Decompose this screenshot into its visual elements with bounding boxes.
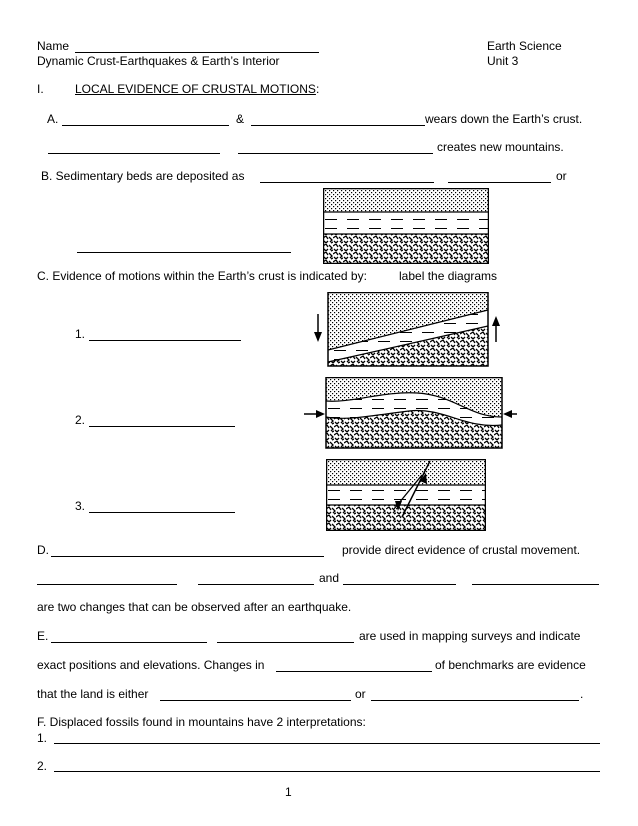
up-arrow-icon — [492, 316, 500, 342]
name-blank[interactable] — [75, 52, 319, 53]
item-e-line3-start: that the land is either — [37, 687, 149, 701]
item-a-blank-4[interactable] — [238, 153, 433, 154]
item-c-text: C. Evidence of motions within the Earth’s crust is indicated by: — [37, 269, 367, 283]
tilted-layers-diagram — [310, 292, 503, 368]
item-f-blank-2[interactable] — [54, 771, 600, 772]
down-arrow-icon — [314, 314, 322, 342]
right-arrow-icon — [304, 410, 325, 418]
item-e-line2-end: of benchmarks are evidence — [435, 658, 586, 672]
item-a-label: A. — [47, 112, 59, 126]
shale-layer — [323, 212, 489, 234]
item-e-blank-3[interactable] — [276, 671, 432, 672]
item-c-blank-1[interactable] — [89, 340, 241, 341]
item-e-blank-2[interactable] — [217, 642, 354, 643]
item-f-number-1: 1. — [37, 731, 48, 745]
left-arrow-icon — [503, 410, 517, 418]
horizontal-layers-diagram — [323, 188, 489, 264]
item-b-blank-1[interactable] — [260, 182, 434, 183]
item-c-number-3: 3. — [75, 499, 86, 513]
item-d-blank-3[interactable] — [198, 584, 314, 585]
page-number: 1 — [285, 785, 292, 799]
item-e-blank-4[interactable] — [160, 700, 351, 701]
item-b-text: B. Sedimentary beds are deposited as — [41, 169, 245, 183]
item-d-label: D. — [37, 543, 49, 557]
item-c-blank-2[interactable] — [89, 426, 235, 427]
item-e-line2-start: exact positions and elevations. Changes in — [37, 658, 265, 672]
item-d-blank-5[interactable] — [472, 584, 599, 585]
item-f-blank-1[interactable] — [54, 743, 600, 744]
item-d-line3: are two changes that can be observed after an earthquake. — [37, 600, 352, 614]
item-c-number-2: 2. — [75, 413, 86, 427]
item-e-period: . — [580, 687, 584, 701]
item-b-blank-2[interactable] — [448, 182, 551, 183]
item-d-blank-4[interactable] — [343, 584, 456, 585]
name-label: Name — [37, 39, 70, 53]
item-e-blank-5[interactable] — [371, 700, 579, 701]
faulted-sandstone-layer — [326, 459, 486, 485]
item-e-label: E. — [37, 629, 49, 643]
item-f-number-2: 2. — [37, 759, 48, 773]
item-a-blank-3[interactable] — [48, 153, 220, 154]
conglomerate-layer — [323, 234, 489, 264]
item-a-blank-1[interactable] — [62, 125, 229, 126]
item-c-number-1: 1. — [75, 327, 86, 341]
item-e-blank-1[interactable] — [51, 642, 207, 643]
item-a-line1-end: wears down the Earth’s crust. — [425, 112, 583, 126]
faulted-layers-diagram — [326, 459, 486, 531]
section-numeral: I. — [37, 82, 44, 96]
item-f-text: F. Displaced fossils found in mountains have 2 interpretations: — [37, 715, 366, 729]
item-b-blank-3[interactable] — [77, 252, 291, 253]
item-e-or: or — [355, 687, 366, 701]
item-b-or: or — [556, 169, 567, 183]
item-d-and: and — [319, 571, 340, 585]
folded-layers-diagram — [304, 377, 517, 449]
item-c-instruction: label the diagrams — [399, 269, 498, 283]
item-a-ampersand: & — [236, 112, 245, 126]
item-d-blank-1[interactable] — [51, 556, 324, 557]
unit-label: Unit 3 — [487, 54, 519, 68]
section-heading-text: LOCAL EVIDENCE OF CRUSTAL MOTIONS — [75, 82, 316, 96]
item-d-blank-2[interactable] — [37, 584, 177, 585]
worksheet-title: Dynamic Crust-Earthquakes & Earth’s Interior — [37, 54, 280, 68]
item-c-blank-3[interactable] — [89, 512, 235, 513]
item-d-line1-end: provide direct evidence of crustal movement. — [342, 543, 581, 557]
subject-label: Earth Science — [487, 39, 562, 53]
item-a-line2-end: creates new mountains. — [437, 140, 564, 154]
item-e-line1-end: are used in mapping surveys and indicate — [359, 629, 581, 643]
item-a-blank-2[interactable] — [251, 125, 425, 126]
section-heading — [75, 82, 319, 96]
sandstone-layer — [323, 188, 489, 212]
section-heading-colon: : — [315, 82, 320, 96]
